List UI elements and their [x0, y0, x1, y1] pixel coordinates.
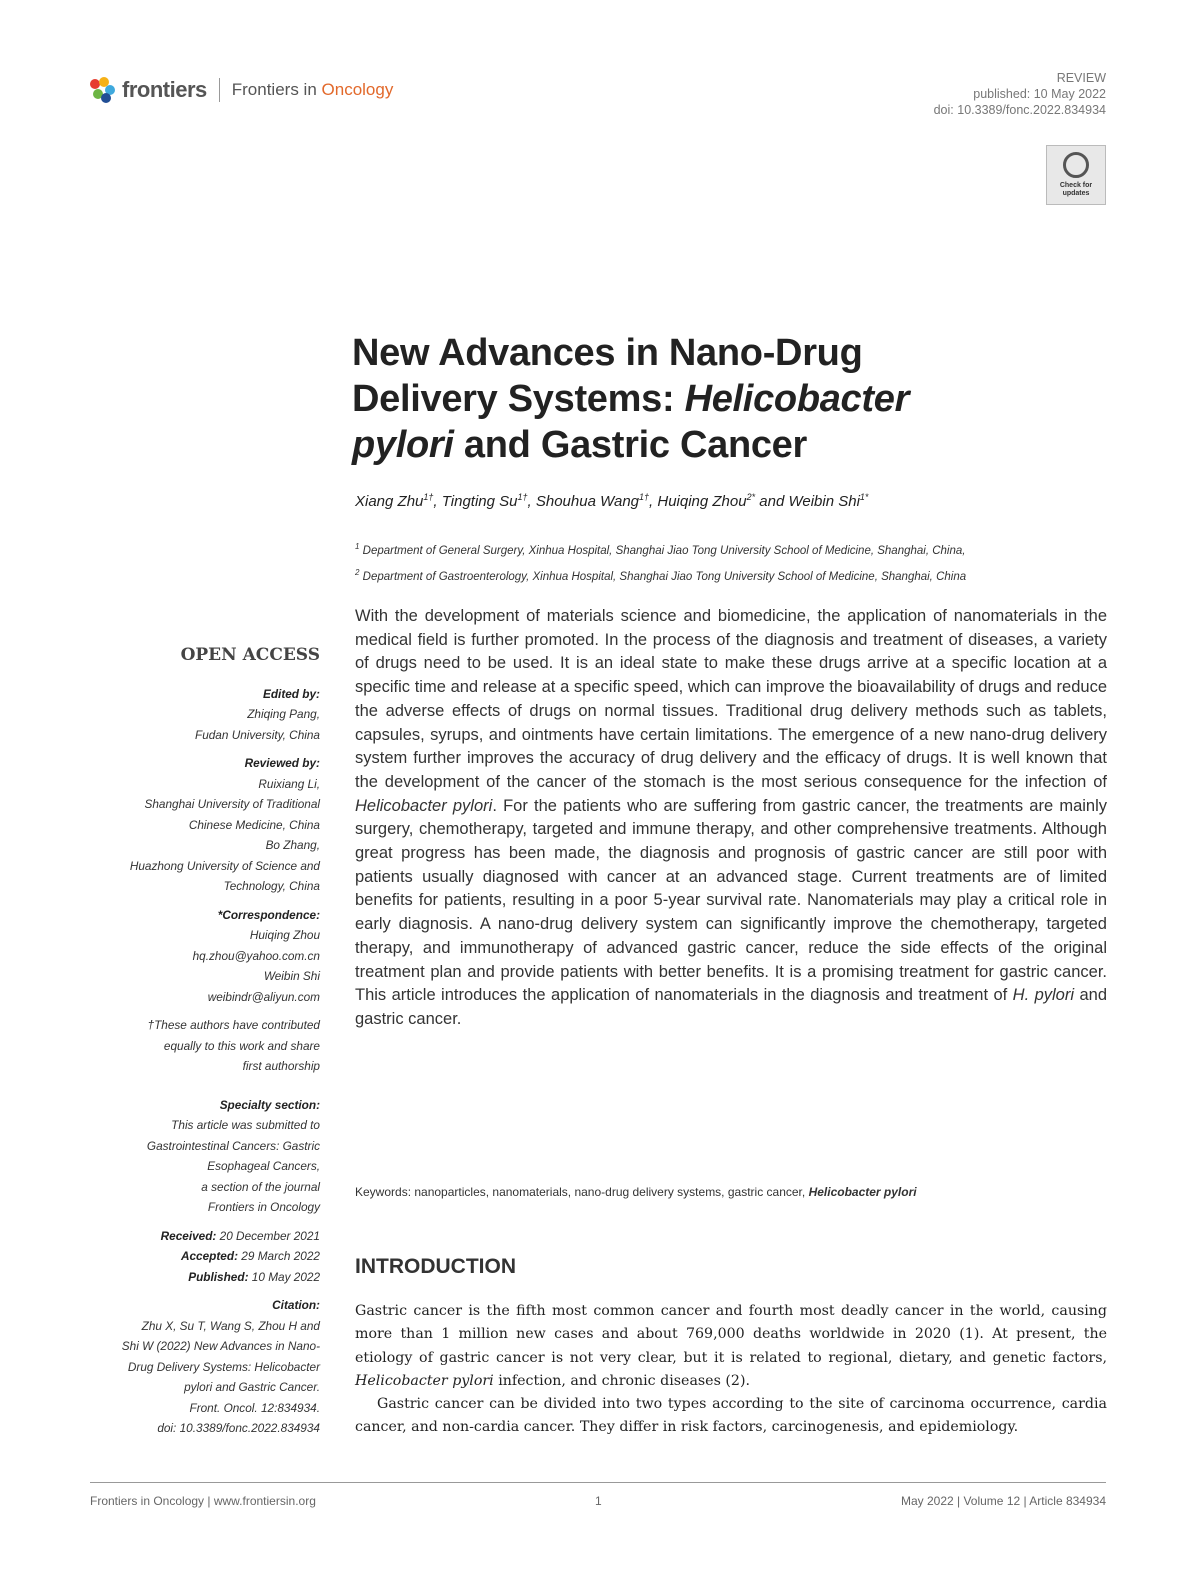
footer-journal-link[interactable]: Frontiers in Oncology | www.frontiersin.org [90, 1494, 316, 1508]
edited-by: Edited by: Zhiqing Pang, Fudan University, China [194, 686, 320, 742]
check-for-updates-button[interactable] [1046, 145, 1106, 205]
footer-divider [90, 1482, 1106, 1483]
citation: Citation: Zhu X, Su T, Wang S, Zhou H and Shi W (2022) New Advances in Nano- Drug Delivery Systems: Helicobacter pylori and Gastric Cancer. Front. Oncol. 12:834934. doi: 10.3389/fonc.2022.834934 [80, 1295, 320, 1439]
keywords: Keywords: nanoparticles, nanomaterials, nano-drug delivery systems, gastric cancer, Helicobacter pylori [355, 1185, 917, 1199]
equal-contribution-note: †These authors have contributed equally to this work and share first authorship [147, 1018, 320, 1073]
intro-paragraph-1: Gastric cancer is the fifth most common cancer and fourth most deadly cancer in the world, causing more than 1 million new cases and about 769,000 deaths worldwide in 2020 (1). At present, the etiology of gastric cancer is not very clear, but it is related to regional, dietary, and genetic factors, Helicobacter pylori infection, and chronic diseases (2). [355, 1303, 1108, 1389]
affiliations [355, 536, 966, 588]
title-line-3a: pylori [352, 424, 454, 466]
reviewed-by: Reviewed by: Ruixiang Li, Shanghai University of Traditional Chinese Medicine, China Bo Zhang, Huazhong University of Science and Technology, China [129, 756, 320, 893]
article-info-sidebar [80, 645, 320, 1447]
title-line-1: New Advances in Nano-Drug [352, 332, 863, 374]
reference-link[interactable]: 2 [730, 1372, 740, 1389]
title-line-2b: Helicobacter [684, 378, 910, 420]
email-link[interactable]: hq.zhou@yahoo.com.cn [192, 948, 320, 963]
published-date: published: 10 May 2022 [973, 87, 1106, 101]
author[interactable]: Huiqing Zhou [657, 493, 747, 510]
journal-prefix: Frontiers in [231, 80, 317, 99]
footer-volume-info: May 2022 | Volume 12 | Article 834934 [900, 1494, 1106, 1508]
brand-name: frontiers [122, 77, 207, 102]
article-doi[interactable]: doi: 10.3389/fonc.2022.834934 [933, 103, 1106, 117]
logo-divider [219, 78, 220, 102]
article-type: REVIEW [1056, 71, 1106, 85]
affiliation: $^2$ Department of Gastroenterology, Xinhua Hospital, Shanghai Jiao Tong University School of Medicine, Shanghai, China [355, 567, 967, 583]
email-link[interactable]: weibindr@aliyun.com [207, 989, 320, 1004]
title-line-3b: and Gastric Cancer [453, 424, 808, 466]
frontiers-logo[interactable] [90, 74, 393, 106]
section-heading-introduction: INTRODUCTION [355, 1255, 516, 1278]
dates: Received: 20 December 2021 Accepted: 29 March 2022 Published: 10 May 2022 [160, 1228, 320, 1284]
keywords-label: Keywords: [355, 1185, 412, 1199]
author[interactable]: Tingting Su [441, 493, 518, 510]
author[interactable]: Weibin Shi [788, 493, 860, 510]
citation-doi[interactable]: doi: 10.3389/fonc.2022.834934 [157, 1421, 320, 1435]
reference-link[interactable]: 1 [964, 1326, 974, 1343]
article-title [352, 330, 1052, 468]
author[interactable]: Xiang Zhu [355, 493, 424, 510]
check-updates-label: Check for updates [1059, 182, 1093, 197]
intro-paragraph-2: Gastric cancer can be divided into two types according to the site of carcinoma occurrence, cardia cancer, and non-cardia cancer. They differ in risk factors, carcinogenesis, and epidemiology. [355, 1396, 1107, 1436]
journal-name [232, 80, 394, 100]
page-number: 1 [595, 1494, 602, 1508]
author-list: Xiang Zhu$^{1\dagger}$, Tingting $Su^{1\dagger}$, Shouhua Wang$^{1\dagger}$, Huiqing Zhou$^{2*}$ and Weibin Shi$^{1*}$ [355, 492, 869, 510]
affiliation: $^1$ Department of General Surgery, Xinhua Hospital, Shanghai Jiao Tong University School of Medicine, Shanghai, China, [355, 542, 966, 557]
check-updates-icon [1063, 152, 1089, 178]
abstract: With the development of materials science and biomedicine, the application of nanomaterials in the medical field is further promoted. In the process of the diagnosis and treatment of diseases, a variety of drugs need to be used. It is an ideal state to make these drugs arrive at a specific location at a specific time and release at a specific speed, which can improve the bioavailability of drugs and reduce the adverse effects of drugs on normal tissues. Traditional drug delivery methods such as tablets, capsules, syrups, and ointments have certain limitations. The emergence of a new nano-drug delivery system further improves the accuracy of drug delivery and the efficacy of drugs. It is well known that the development of the cancer of the stomach is the most serious consequence for the infection of Helicobacter pylori. For the patients who are suffering from gastric cancer, the treatments are mainly surgery, chemotherapy, targeted and immune therapy, and other comprehensive treatments. Although great progress has been made, the diagnosis and prognosis of gastric cancer are still poor with patients usually diagnosed with cancer at an advanced stage. Current treatments are of limited benefits for patients, resulting in a poor 5-year survival rate. Nanomaterials may play a critical role in early diagnosis. A nano-drug delivery system can significantly improve the chemotherapy, targeted therapy, and immunotherapy of advanced gastric cancer, reduce the side effects of the original treatment plan and provide patients with better benefits. It is a promising treatment for gastric cancer. This article introduces the application of nanomaterials in the diagnosis and treatment of H. pylori and gastric cancer. [355, 607, 1108, 1028]
frontiers-logo-icon [90, 77, 116, 103]
specialty-section: Specialty section: This article was submitted to Gastrointestinal Cancers: Gastric Esophageal Cancers, a section of the journal Frontiers in Oncology [146, 1097, 320, 1214]
title-line-2a: Delivery Systems: [352, 378, 685, 420]
journal-highlight: Oncology [321, 80, 394, 99]
correspondence: *Correspondence: Huiqing Zhou hq.zhou@yahoo.com.cn Weibin Shi weibindr@aliyun.com [80, 905, 320, 1008]
article-meta [934, 70, 1106, 118]
author[interactable]: Shouhua Wang [535, 493, 639, 510]
open-access-label: OPEN ACCESS [180, 645, 320, 665]
